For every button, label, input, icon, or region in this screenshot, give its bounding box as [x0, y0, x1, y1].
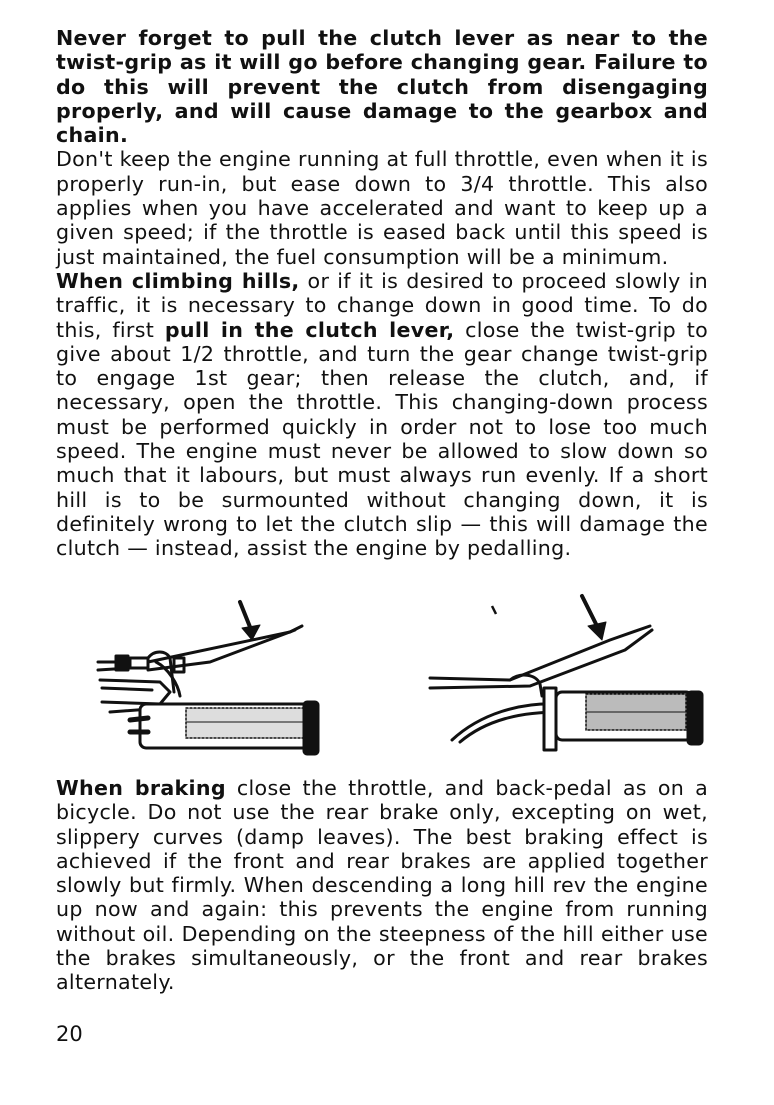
clutch-lever-illustration [90, 592, 710, 762]
hills-text-2: close the twist-grip to give about 1/2 throttle, and turn the gear change twist-grip to engage 1st gear; then release the clutch, and, if necessary, open the throttle. This changing-down process must be performed quickly in order not to lose too much speed. The engine must never be allowed to slow down so much that it labours, but must always run evenly. If a short hill is to be surmounted without changing down, it is definitely wrong to let the clutch slip — this will damage the clutch — instead, assist the engine by pedalling. [56, 317, 709, 561]
braking-text: close the throttle, and back-pedal as on a bicycle. Do not use the rear brake only, excepting on wet, slippery curves (damp leaves). The best braking effect is achieved if the front and rear brakes are applied together slowly but firmly. When descending a long hill rev the engine up now and again: this prevents the engine from running without oil. Depending on the steepness of the hill either use the brakes simultaneously, or the front and rear brakes alternately. [56, 776, 708, 995]
stray-mark [492, 606, 496, 614]
clutch-warning: Never forget to pull the clutch lever as near to the twist-grip as it will go before changing gear. Failure to do this will prevent the clutch from disengaging properly, and will cause damage to the gearbox and chain. [56, 26, 708, 148]
lever-pulled-drawing [430, 596, 702, 750]
hills-text-1: or if it is desired to proceed slowly in traffic, it is necessary to change down in good time. To do this, first [56, 268, 708, 342]
braking-lead: When braking [56, 776, 226, 800]
hills-paragraph [56, 269, 708, 561]
throttle-paragraph: Don't keep the engine running at full throttle, even when it is properly run-in, but ease down to 3/4 throttle. This also applies when you have accelerated and want to keep up a given speed; if the throttle is eased back until this speed is just maintained, the fuel consumption will be a minimum. [56, 147, 708, 269]
braking-paragraph [56, 776, 708, 995]
top-text-block [56, 26, 708, 561]
lever-released-drawing [98, 602, 318, 754]
hills-emphasis: pull in the clutch lever, [164, 317, 455, 342]
hills-lead: When climbing hills, [56, 268, 300, 293]
page-number: 20 [56, 1022, 83, 1046]
braking-text-block [56, 776, 708, 995]
